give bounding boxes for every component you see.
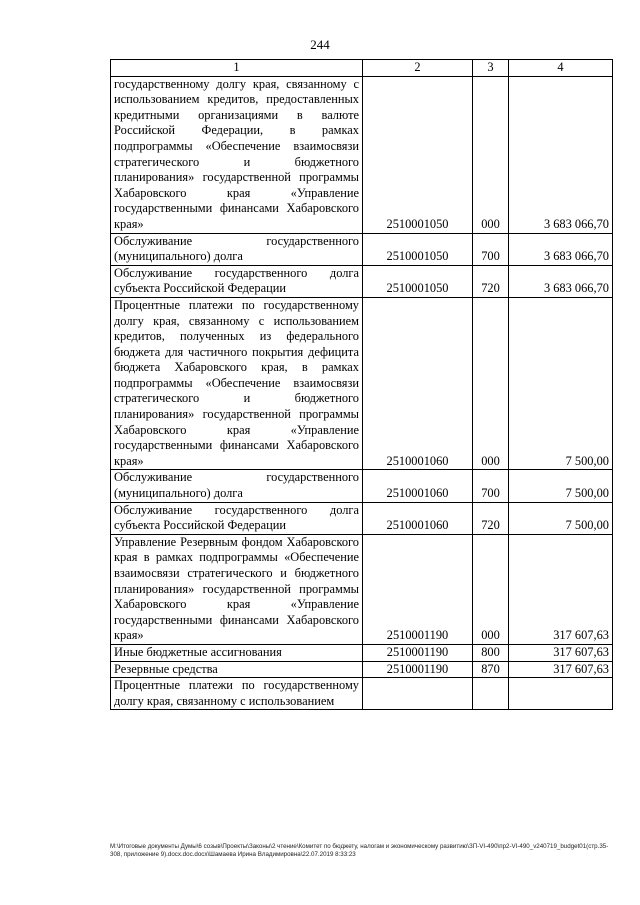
document-path-footer: M:\Итоговые документы Думы\6 созыв\Проекты\Законы\2 чтение\Комитет по бюджету, налогам и экономическому развитию\ЗП-VI-490\пр2-VI-490_v240719_budget01(стр.35-308, приложение 9).docx.doc.docx\Шамаева Ирина Владимировна\22.07.2019 8:33:23 [110,843,609,858]
table-row [111,76,613,233]
row-amount: 317 607,63 [509,644,613,661]
row-code: 2510001050 [363,233,473,265]
row-expense-type: 800 [473,644,509,661]
row-expense-type: 000 [473,534,509,644]
row-code [363,678,473,710]
row-amount: 3 683 066,70 [509,76,613,233]
table-row [111,470,613,502]
table-row [111,297,613,470]
table-header-row [111,60,613,77]
row-description: Процентные платежи по государственному долгу края, связанному с использованием [111,678,363,710]
row-amount: 3 683 066,70 [509,233,613,265]
table-row [111,502,613,534]
page-number: 244 [310,37,330,52]
budget-table [110,59,613,710]
row-description: Иные бюджетные ассигнования [111,644,363,661]
column-header: 4 [509,60,613,77]
row-amount: 7 500,00 [509,297,613,470]
column-header: 2 [363,60,473,77]
row-description: Обслуживание государственного (муниципального) долга [111,233,363,265]
row-description: Резервные средства [111,661,363,678]
row-description: Процентные платежи по государственному долгу края, связанному с использованием кредитов, полученных из федерального бюджета для частичного покрытия дефицита бюджета Хабаровского края, в рамках подпрограммы «Обеспечение взаимосвязи стратегического и бюджетного планирования» государственной программы Хабаровского края «Управление государственными финансами Хабаровского края» [111,297,363,470]
table-row [111,265,613,297]
row-expense-type: 870 [473,661,509,678]
row-expense-type: 000 [473,297,509,470]
row-code: 2510001050 [363,76,473,233]
row-description: Обслуживание государственного (муниципального) долга [111,470,363,502]
row-code: 2510001190 [363,661,473,678]
column-header: 1 [111,60,363,77]
row-description: государственному долгу края, связанному с использованием кредитов, предоставленных кредитными организациями в валюте Российской Федерации, в рамках подпрограммы «Обеспечение взаимосвязи стратегического и бюджетного планирования» государственной программы Хабаровского края «Управление государственными финансами Хабаровского края» [111,76,363,233]
row-amount: 317 607,63 [509,534,613,644]
row-expense-type: 720 [473,502,509,534]
row-code: 2510001190 [363,534,473,644]
row-expense-type: 700 [473,470,509,502]
table-row [111,534,613,644]
row-code: 2510001050 [363,265,473,297]
row-expense-type: 000 [473,76,509,233]
table-row [111,661,613,678]
row-amount: 317 607,63 [509,661,613,678]
row-code: 2510001190 [363,644,473,661]
row-amount: 3 683 066,70 [509,265,613,297]
row-code: 2510001060 [363,502,473,534]
row-code: 2510001060 [363,470,473,502]
row-description: Управление Резервным фондом Хабаровского края в рамках подпрограммы «Обеспечение взаимосвязи стратегического и бюджетного планирования» государственной программы Хабаровского края «Управление государственными финансами Хабаровского края» [111,534,363,644]
row-code: 2510001060 [363,297,473,470]
row-expense-type: 720 [473,265,509,297]
table-row [111,644,613,661]
table-row [111,233,613,265]
row-expense-type: 700 [473,233,509,265]
row-expense-type [473,678,509,710]
row-amount: 7 500,00 [509,502,613,534]
row-amount [509,678,613,710]
table-row [111,678,613,710]
row-amount: 7 500,00 [509,470,613,502]
column-header: 3 [473,60,509,77]
row-description: Обслуживание государственного долга субъекта Российской Федерации [111,502,363,534]
row-description: Обслуживание государственного долга субъекта Российской Федерации [111,265,363,297]
